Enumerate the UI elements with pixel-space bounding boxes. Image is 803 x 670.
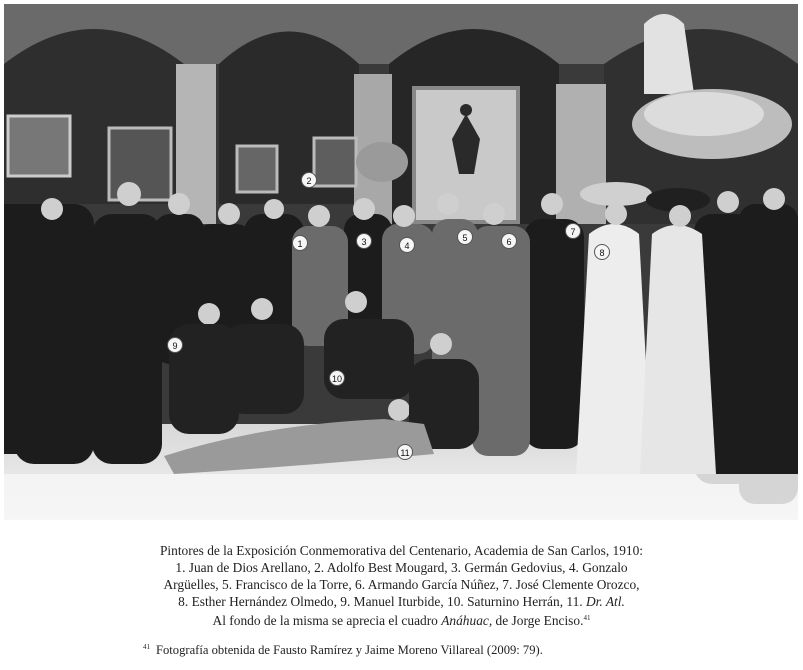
footnote-number: 41 bbox=[143, 643, 150, 651]
person-marker: 2 bbox=[301, 172, 317, 188]
person-marker: 10 bbox=[329, 370, 345, 386]
footnote-text: Fotografía obtenida de Fausto Ramírez y Jaime Moreno Villareal (2009: 79). bbox=[156, 643, 543, 657]
person-marker: 6 bbox=[501, 233, 517, 249]
group-photograph bbox=[4, 4, 798, 520]
person-marker: 11 bbox=[397, 444, 413, 460]
person-marker: 4 bbox=[399, 237, 415, 253]
caption-line: Pintores de la Exposición Conmemorativa del Centenario, Academia de San Carlos, 1910: bbox=[159, 543, 644, 558]
person-marker: 9 bbox=[167, 337, 183, 353]
caption-line bbox=[120, 593, 683, 610]
person-marker: 5 bbox=[457, 229, 473, 245]
person-marker: 7 bbox=[565, 223, 581, 239]
caption-text: 8. Esther Hernández Olmedo, 9. Manuel Iturbide, 10. Saturnino Herrán, 11. bbox=[178, 594, 583, 609]
person-marker: 3 bbox=[356, 233, 372, 249]
caption-italic-name: Dr. Atl. bbox=[586, 594, 625, 609]
caption-text: Al fondo de la misma se aprecia el cuadro bbox=[212, 613, 438, 628]
caption-italic-title: Anáhuac, bbox=[441, 613, 493, 628]
footnote bbox=[143, 643, 743, 658]
caption-line bbox=[120, 610, 683, 629]
person-marker: 1 bbox=[292, 235, 308, 251]
person-marker: 8 bbox=[594, 244, 610, 260]
caption-text: de Jorge Enciso. bbox=[495, 613, 584, 628]
caption-line: Argüelles, 5. Francisco de la Torre, 6. Armando García Núñez, 7. José Clemente Orozco, bbox=[163, 577, 640, 592]
caption-line: 1. Juan de Dios Arellano, 2. Adolfo Best Mougard, 3. Germán Gedovius, 4. Gonzalo bbox=[175, 560, 628, 575]
footnote-reference: 41 bbox=[583, 614, 591, 622]
photo-illustration bbox=[4, 4, 798, 520]
photo-caption bbox=[120, 542, 683, 629]
